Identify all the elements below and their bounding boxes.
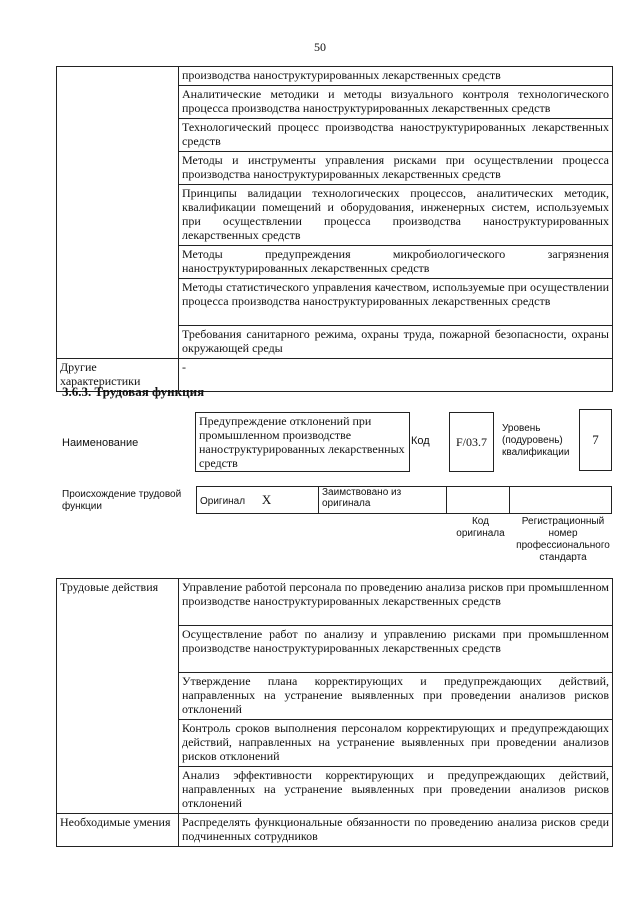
knowledge-item: производства наноструктурированных лекарственных средств	[179, 67, 613, 86]
origin-label: Происхождение трудовой функции	[62, 489, 182, 512]
reg-number-cell	[510, 487, 612, 514]
skill-item: Распределять функциональные обязанности по проведению анализа рисков среди подчиненных сотрудников	[179, 814, 613, 847]
knowledge-item: Принципы валидации технологических процессов, аналитических методик, квалификации помещений и оборудования, инженерных систем, используемых при осуществлении процесса производства наноструктурированных лекарственных средств	[179, 185, 613, 246]
original-mark: X	[261, 492, 272, 507]
knowledge-table	[56, 66, 613, 392]
knowledge-item: Аналитические методики и методы визуального контроля технологического процесса производства наноструктурированных лекарственных средств	[179, 86, 613, 119]
action-item: Утверждение плана корректирующих и предупреждающих действий, направленных на устранение выявленных при проведении анализов рисков отклонений	[179, 673, 613, 720]
name-label: Наименование	[62, 437, 139, 449]
knowledge-item: Методы предупреждения микробиологического загрязнения наноструктурированных лекарственных средств	[179, 246, 613, 279]
action-item: Контроль сроков выполнения персоналом корректирующих и предупреждающих действий, направленных на устранение выявленных при проведении анализов рисков отклонений	[179, 720, 613, 767]
skills-label: Необходимые умения	[57, 814, 179, 847]
knowledge-item: Методы статистического управления качеством, используемые при осуществлении процесса производства наноструктурированных лекарственных средств	[179, 279, 613, 326]
action-item: Анализ эффективности корректирующих и предупреждающих действий, направленных на устранение выявленных при проведении анализов рисков отклонений	[179, 767, 613, 814]
knowledge-item: Технологический процесс производства наноструктурированных лекарственных средств	[179, 119, 613, 152]
section-heading: 3.6.3. Трудовая функция	[62, 384, 205, 399]
origin-table	[196, 486, 612, 514]
knowledge-item: Требования санитарного режима, охраны труда, пожарной безопасности, охраны окружающей среды	[179, 326, 613, 359]
function-name-box: Предупреждение отклонений при промышленном производстве наноструктурированных лекарственных средств	[195, 412, 410, 472]
actions-label: Трудовые действия	[57, 579, 179, 814]
function-code-box: F/03.7	[449, 412, 494, 472]
code-label: Код	[411, 435, 430, 447]
page-number: 50	[314, 40, 326, 54]
other-characteristics-label: Другие характеристики	[57, 359, 179, 392]
orig-code-cell	[447, 487, 510, 514]
action-item: Управление работой персонала по проведению анализа рисков при промышленном производстве наноструктурированных лекарственных средств	[179, 579, 613, 626]
reg-number-caption: Регистрационный номер профессионального стандарта	[516, 516, 610, 563]
original-label: Оригинал	[200, 496, 246, 507]
original-cell	[197, 487, 319, 514]
level-label: Уровень (подуровень) квалификации	[502, 423, 570, 458]
orig-code-caption: Код оригинала	[456, 516, 505, 539]
knowledge-item: Методы и инструменты управления рисками при осуществлении процесса производства наноструктурированных лекарственных средств	[179, 152, 613, 185]
borrowed-cell: Заимствовано из оригинала	[319, 487, 447, 514]
level-value-box: 7	[579, 409, 612, 471]
action-item: Осуществление работ по анализу и управлению рисками при промышленном производстве наноструктурированных лекарственных средств	[179, 626, 613, 673]
knowledge-label-cell	[57, 67, 179, 359]
other-characteristics-value: -	[179, 359, 613, 392]
labor-actions-table	[56, 578, 613, 847]
